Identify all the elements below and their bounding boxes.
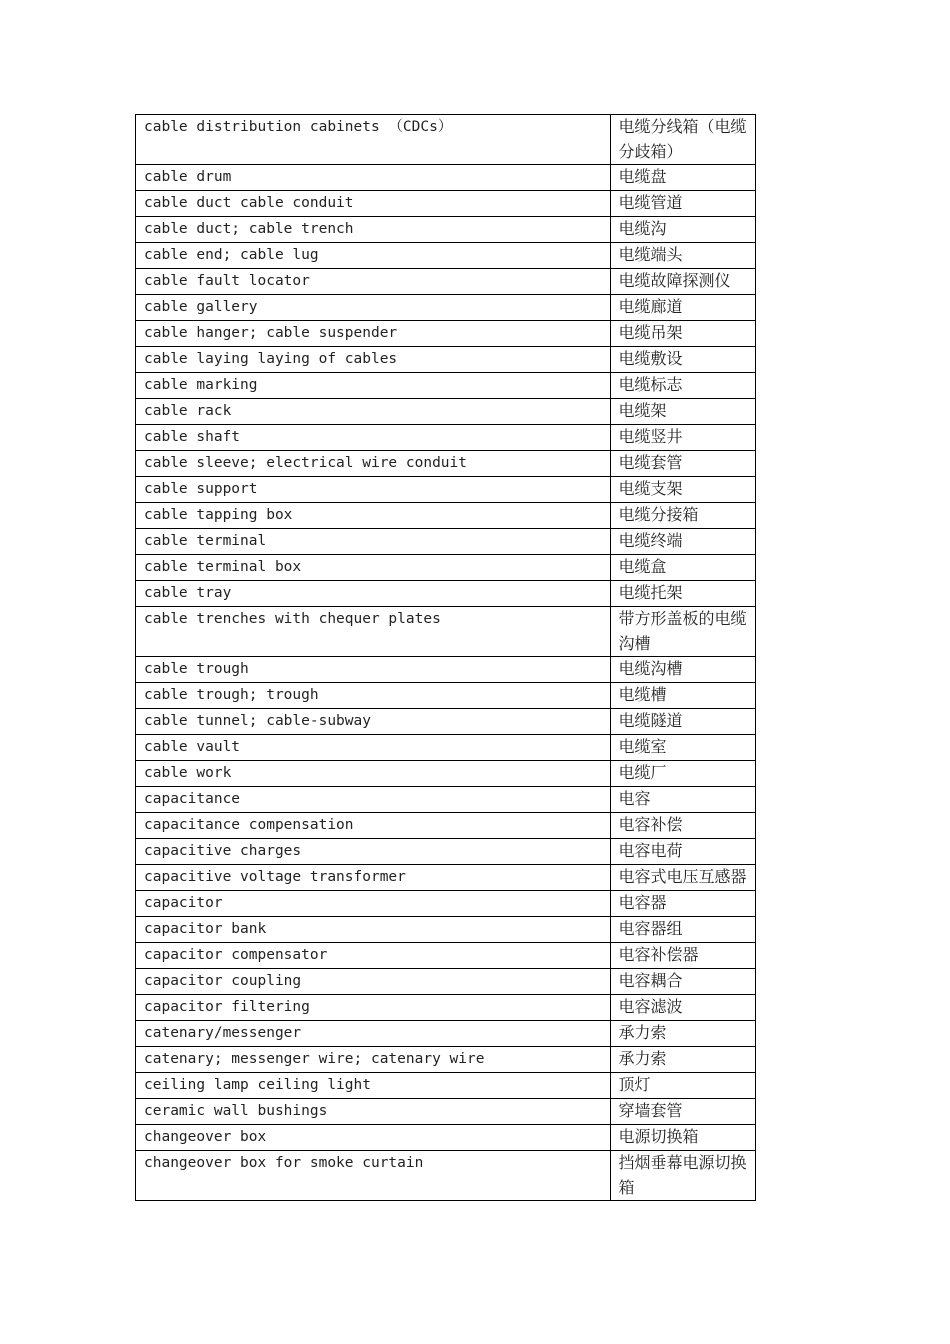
english-term-cell: catenary; messenger wire; catenary wire	[136, 1047, 611, 1073]
chinese-term-cell: 电缆套管	[610, 451, 755, 477]
chinese-term-cell: 电缆廊道	[610, 295, 755, 321]
english-term-cell: cable rack	[136, 399, 611, 425]
english-term-cell: capacitor filtering	[136, 995, 611, 1021]
english-term-cell: cable hanger; cable suspender	[136, 321, 611, 347]
table-row	[136, 165, 756, 191]
english-term-cell: cable trenches with chequer plates	[136, 607, 611, 657]
chinese-term-cell: 电容补偿	[610, 813, 755, 839]
table-row	[136, 813, 756, 839]
table-row	[136, 399, 756, 425]
table-row	[136, 425, 756, 451]
english-term-cell: cable tapping box	[136, 503, 611, 529]
table-row	[136, 607, 756, 657]
english-term-cell: cable support	[136, 477, 611, 503]
chinese-term-cell: 带方形盖板的电缆沟槽	[610, 607, 755, 657]
table-row	[136, 839, 756, 865]
chinese-term-cell: 顶灯	[610, 1073, 755, 1099]
table-row	[136, 321, 756, 347]
english-term-cell: ceiling lamp ceiling light	[136, 1073, 611, 1099]
chinese-term-cell: 电缆端头	[610, 243, 755, 269]
table-row	[136, 269, 756, 295]
chinese-term-cell: 电缆架	[610, 399, 755, 425]
chinese-term-cell: 电缆盘	[610, 165, 755, 191]
chinese-term-cell: 挡烟垂幕电源切换箱	[610, 1151, 755, 1201]
table-row	[136, 969, 756, 995]
chinese-term-cell: 电容	[610, 787, 755, 813]
chinese-term-cell: 电缆分线箱（电缆分歧箱）	[610, 115, 755, 165]
table-row	[136, 1151, 756, 1201]
chinese-term-cell: 承力索	[610, 1021, 755, 1047]
english-term-cell: cable sleeve; electrical wire conduit	[136, 451, 611, 477]
english-term-cell: capacitance compensation	[136, 813, 611, 839]
chinese-term-cell: 电缆标志	[610, 373, 755, 399]
table-row	[136, 243, 756, 269]
table-row	[136, 347, 756, 373]
table-row	[136, 529, 756, 555]
english-term-cell: capacitive voltage transformer	[136, 865, 611, 891]
chinese-term-cell: 电缆管道	[610, 191, 755, 217]
english-term-cell: cable shaft	[136, 425, 611, 451]
chinese-term-cell: 电容器	[610, 891, 755, 917]
english-term-cell: cable drum	[136, 165, 611, 191]
table-row	[136, 295, 756, 321]
chinese-term-cell: 电缆室	[610, 735, 755, 761]
table-row	[136, 787, 756, 813]
english-term-cell: capacitor bank	[136, 917, 611, 943]
english-term-cell: cable trough; trough	[136, 683, 611, 709]
table-row	[136, 657, 756, 683]
table-row	[136, 555, 756, 581]
chinese-term-cell: 电缆托架	[610, 581, 755, 607]
chinese-term-cell: 穿墙套管	[610, 1099, 755, 1125]
chinese-term-cell: 电缆故障探测仪	[610, 269, 755, 295]
english-term-cell: changeover box	[136, 1125, 611, 1151]
chinese-term-cell: 电缆分接箱	[610, 503, 755, 529]
table-row	[136, 581, 756, 607]
chinese-term-cell: 电缆支架	[610, 477, 755, 503]
english-term-cell: capacitor compensator	[136, 943, 611, 969]
table-row	[136, 451, 756, 477]
chinese-term-cell: 电缆吊架	[610, 321, 755, 347]
table-row	[136, 917, 756, 943]
table-row	[136, 115, 756, 165]
english-term-cell: cable end; cable lug	[136, 243, 611, 269]
table-row	[136, 891, 756, 917]
english-term-cell: cable vault	[136, 735, 611, 761]
chinese-term-cell: 电缆沟槽	[610, 657, 755, 683]
english-term-cell: cable work	[136, 761, 611, 787]
chinese-term-cell: 电容滤波	[610, 995, 755, 1021]
chinese-term-cell: 电缆终端	[610, 529, 755, 555]
chinese-term-cell: 电容耦合	[610, 969, 755, 995]
english-term-cell: changeover box for smoke curtain	[136, 1151, 611, 1201]
chinese-term-cell: 电缆盒	[610, 555, 755, 581]
english-term-cell: catenary/messenger	[136, 1021, 611, 1047]
table-row	[136, 1047, 756, 1073]
english-term-cell: cable tray	[136, 581, 611, 607]
table-row	[136, 709, 756, 735]
english-term-cell: cable laying laying of cables	[136, 347, 611, 373]
english-term-cell: capacitive charges	[136, 839, 611, 865]
table-row	[136, 683, 756, 709]
chinese-term-cell: 电缆竖井	[610, 425, 755, 451]
english-term-cell: cable fault locator	[136, 269, 611, 295]
table-row	[136, 1073, 756, 1099]
english-term-cell: capacitance	[136, 787, 611, 813]
table-row	[136, 865, 756, 891]
english-term-cell: capacitor coupling	[136, 969, 611, 995]
english-term-cell: cable duct cable conduit	[136, 191, 611, 217]
table-row	[136, 1099, 756, 1125]
chinese-term-cell: 电容器组	[610, 917, 755, 943]
chinese-term-cell: 电缆沟	[610, 217, 755, 243]
english-term-cell: cable marking	[136, 373, 611, 399]
english-term-cell: ceramic wall bushings	[136, 1099, 611, 1125]
english-term-cell: cable terminal box	[136, 555, 611, 581]
chinese-term-cell: 电缆隧道	[610, 709, 755, 735]
chinese-term-cell: 电源切换箱	[610, 1125, 755, 1151]
table-row	[136, 761, 756, 787]
table-row	[136, 373, 756, 399]
table-row	[136, 1125, 756, 1151]
chinese-term-cell: 电容补偿器	[610, 943, 755, 969]
table-row	[136, 1021, 756, 1047]
english-term-cell: cable terminal	[136, 529, 611, 555]
english-term-cell: cable tunnel; cable-subway	[136, 709, 611, 735]
table-row	[136, 477, 756, 503]
english-term-cell: cable gallery	[136, 295, 611, 321]
table-row	[136, 943, 756, 969]
english-term-cell: cable distribution cabinets （CDCs）	[136, 115, 611, 165]
chinese-term-cell: 电缆槽	[610, 683, 755, 709]
chinese-term-cell: 承力索	[610, 1047, 755, 1073]
glossary-table	[135, 114, 756, 1201]
table-row	[136, 503, 756, 529]
english-term-cell: capacitor	[136, 891, 611, 917]
english-term-cell: cable duct; cable trench	[136, 217, 611, 243]
table-row	[136, 735, 756, 761]
table-row	[136, 995, 756, 1021]
chinese-term-cell: 电容式电压互感器	[610, 865, 755, 891]
chinese-term-cell: 电缆厂	[610, 761, 755, 787]
english-term-cell: cable trough	[136, 657, 611, 683]
glossary-body	[136, 115, 756, 1201]
table-row	[136, 191, 756, 217]
chinese-term-cell: 电缆敷设	[610, 347, 755, 373]
chinese-term-cell: 电容电荷	[610, 839, 755, 865]
table-row	[136, 217, 756, 243]
